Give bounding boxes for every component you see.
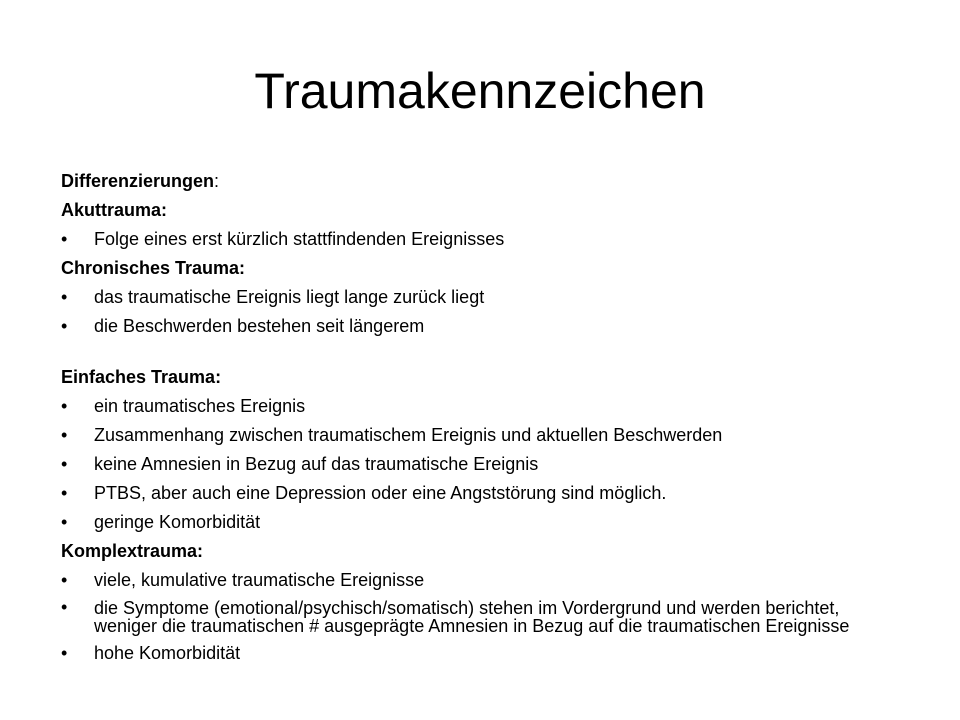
bullet-icon: •	[61, 229, 68, 249]
list-item-text: hohe Komorbidität	[94, 643, 241, 663]
chronisch-heading-text: Chronisches Trauma:	[61, 258, 246, 278]
list-item	[61, 642, 891, 664]
list-item	[61, 598, 891, 635]
list-item	[61, 315, 891, 337]
list-item	[61, 569, 891, 591]
list-item	[61, 511, 891, 533]
einfach-heading	[61, 366, 891, 388]
section-spacer	[61, 344, 891, 366]
list-item-text: geringe Komorbidität	[94, 512, 261, 532]
list-item-text: die Symptome (emotional/psychisch/somatisch) stehen im Vordergrund und werden berichtet, weniger die traumatischen # ausgeprägte Amnesien in Bezug auf die traumatischen Ereignisse	[94, 598, 850, 636]
komplex-heading-text: Komplextrauma:	[61, 541, 204, 561]
chronisch-list	[61, 286, 891, 337]
bullet-icon: •	[61, 597, 68, 617]
list-item	[61, 286, 891, 308]
komplex-list	[61, 569, 891, 664]
list-item-text: viele, kumulative traumatische Ereignisse	[94, 570, 425, 590]
akut-list	[61, 228, 891, 250]
list-item-text: die Beschwerden bestehen seit längerem	[94, 316, 425, 336]
bullet-icon: •	[61, 643, 68, 663]
einfach-list	[61, 395, 891, 533]
slide-title: Traumakennzeichen	[254, 63, 706, 119]
bullet-icon: •	[61, 316, 68, 336]
slide-body	[61, 170, 891, 671]
bullet-icon: •	[61, 570, 68, 590]
intro-heading	[61, 170, 891, 192]
intro-label: Differenzierungen	[61, 171, 215, 191]
akut-heading-text: Akuttrauma:	[61, 200, 168, 220]
list-item-text: ein traumatisches Ereignis	[94, 396, 306, 416]
bullet-icon: •	[61, 287, 68, 307]
list-item-text: Folge eines erst kürzlich stattfindenden Ereignisses	[94, 229, 505, 249]
list-item	[61, 395, 891, 417]
akut-heading	[61, 199, 891, 221]
bullet-icon: •	[61, 454, 68, 474]
list-item-text: Zusammenhang zwischen traumatischem Ereignis und aktuellen Beschwerden	[94, 425, 723, 445]
list-item-text: keine Amnesien in Bezug auf das traumatische Ereignis	[94, 454, 539, 474]
list-item-text: PTBS, aber auch eine Depression oder eine Angststörung sind möglich.	[94, 483, 667, 503]
list-item	[61, 424, 891, 446]
list-item	[61, 482, 891, 504]
list-item	[61, 228, 891, 250]
einfach-heading-text: Einfaches Trauma:	[61, 367, 222, 387]
bullet-icon: •	[61, 425, 68, 445]
intro-suffix: :	[214, 171, 220, 191]
chronisch-heading	[61, 257, 891, 279]
list-item	[61, 453, 891, 475]
bullet-icon: •	[61, 483, 68, 503]
list-item-text: das traumatische Ereignis liegt lange zurück liegt	[94, 287, 485, 307]
komplex-heading	[61, 540, 891, 562]
bullet-icon: •	[61, 512, 68, 532]
bullet-icon: •	[61, 396, 68, 416]
